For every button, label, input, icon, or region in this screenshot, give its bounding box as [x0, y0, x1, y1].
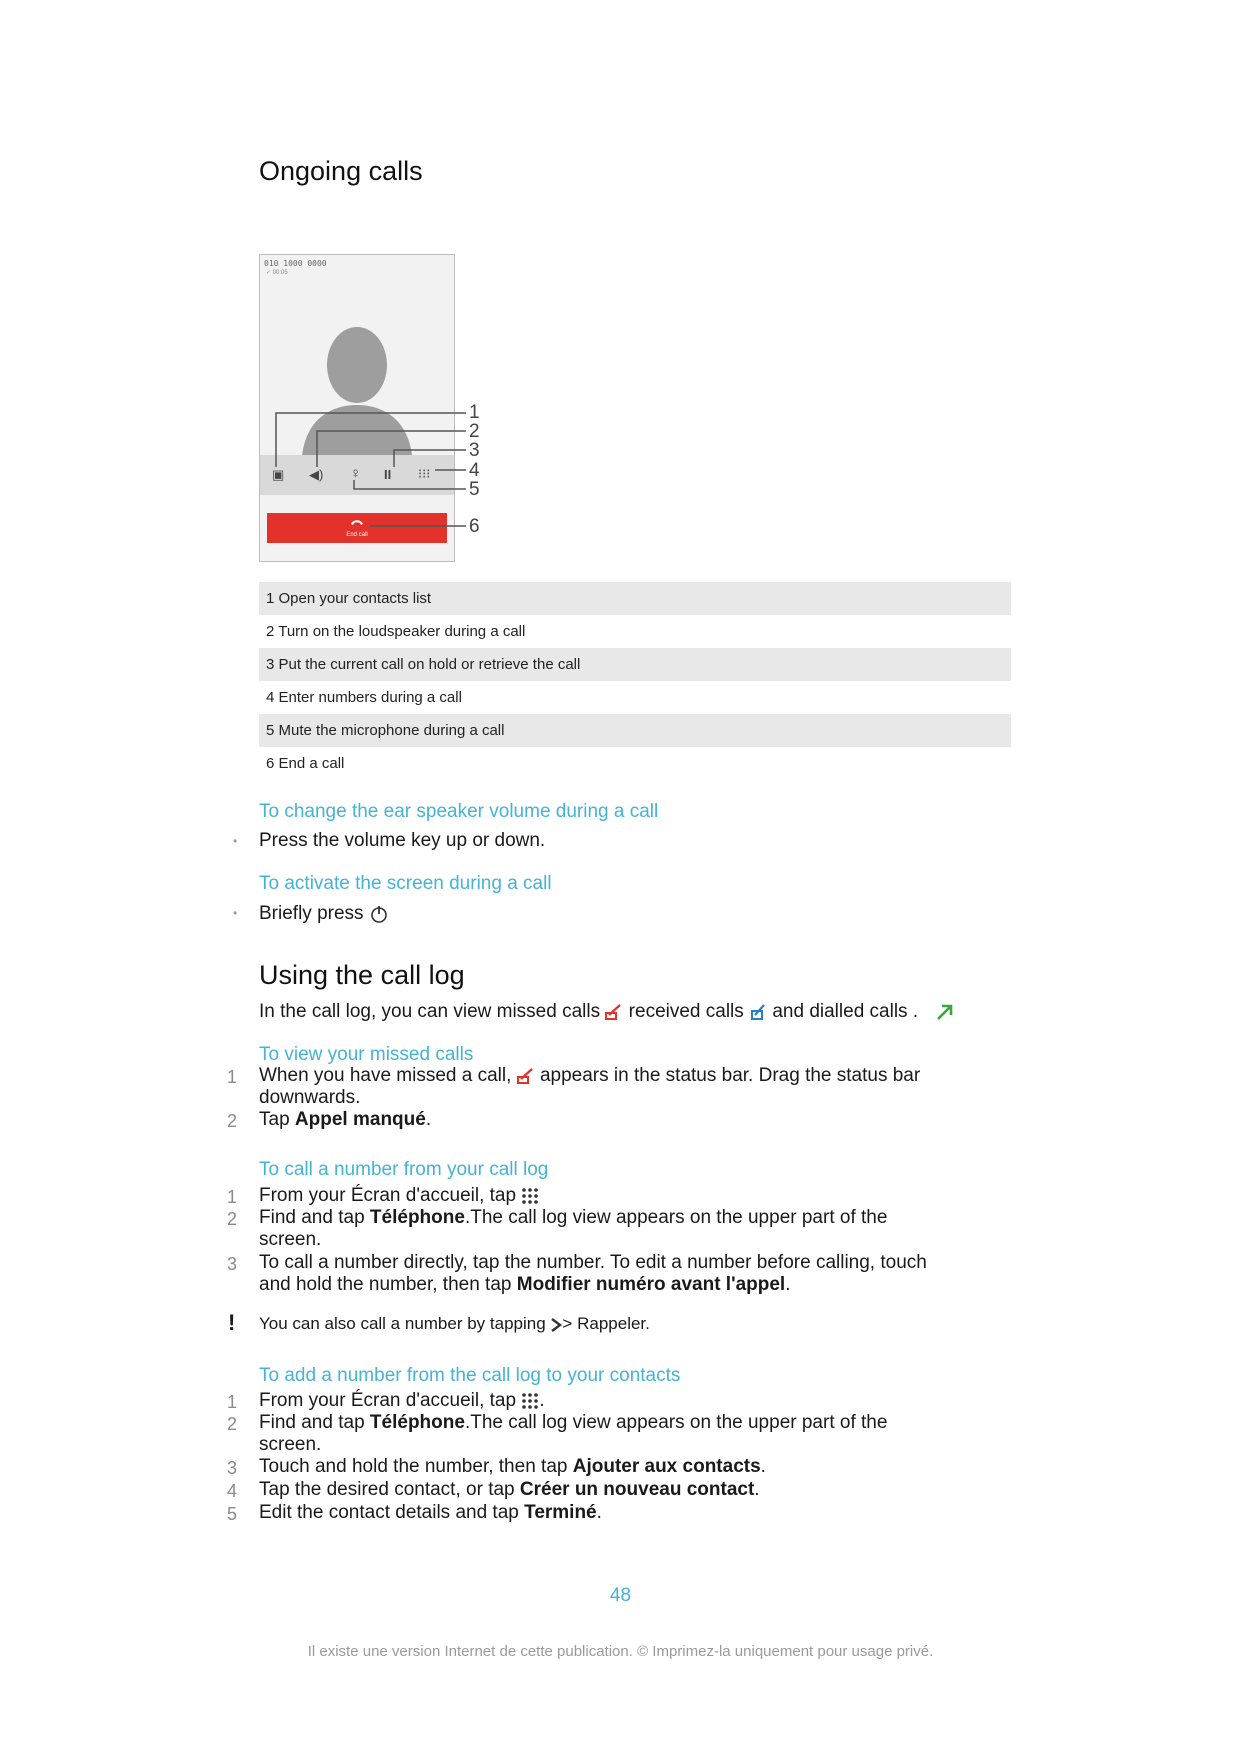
chevron-right-icon: [550, 1317, 562, 1333]
step-text: downwards.: [259, 1087, 361, 1108]
call-tip-note: [259, 1314, 650, 1334]
ui-term: Modifier numéro avant l'appel: [516, 1274, 786, 1295]
speaker-icon: ◀︎): [309, 467, 324, 482]
view-missed-step-1: [259, 1065, 920, 1109]
figure-legend-table: [259, 582, 1011, 780]
ui-term: Ajouter aux contacts: [572, 1456, 761, 1477]
callout-1: 1: [469, 402, 480, 423]
step-number: 1: [227, 1067, 238, 1087]
missed-call-icon: [605, 1003, 623, 1021]
page-number: 48: [609, 1585, 632, 1606]
callout-2: 2: [469, 421, 480, 442]
call-from-log-step-2: [259, 1207, 887, 1251]
callout-5: 5: [469, 479, 480, 500]
call-from-log-step-3: [259, 1252, 927, 1296]
step-text: Tap: [259, 1109, 290, 1130]
callout-4: 4: [469, 460, 480, 481]
step-number: 2: [227, 1414, 238, 1434]
step-number: 1: [227, 1187, 238, 1207]
legend-row: 5 Mute the microphone during a call: [259, 714, 1011, 747]
step-text: .: [539, 1390, 545, 1411]
step-text: screen.: [259, 1229, 322, 1250]
add-contact-step-4: [259, 1479, 760, 1501]
step-text: .: [596, 1502, 602, 1523]
call-log-intro: [259, 1001, 955, 1023]
legend-row: 1 Open your contacts list: [259, 582, 1011, 615]
ui-term: Téléphone: [369, 1412, 465, 1433]
call-duration: ✓ 00:05: [266, 270, 288, 276]
apps-grid-icon: [521, 1187, 539, 1205]
step-text: .: [760, 1456, 766, 1477]
step-text: .: [425, 1109, 432, 1130]
subheading-add-contact: To add a number from the call log to your contacts: [259, 1365, 681, 1386]
step-text: .The call log view appears on the upper part of the: [464, 1412, 888, 1433]
add-contact-step-3: [259, 1456, 766, 1478]
dialled-call-icon: [935, 1003, 955, 1021]
contacts-icon: ▣: [272, 467, 285, 482]
step-text: Touch and hold the number, then tap: [259, 1456, 568, 1477]
view-missed-step-2: [259, 1109, 431, 1131]
step-text: .: [754, 1479, 760, 1500]
legend-row: 6 End a call: [266, 755, 345, 772]
intro-text-3: and dialled calls: [772, 1001, 908, 1022]
hold-icon: II: [384, 467, 392, 482]
subheading-activate-screen: To activate the screen during a call: [259, 873, 552, 894]
step-number: 2: [227, 1111, 238, 1131]
legend-row: 3 Put the current call on hold or retrieve the call: [259, 648, 1011, 681]
received-call-icon: [749, 1003, 767, 1021]
callout-3: 3: [469, 440, 480, 461]
legend-row: 4 Enter numbers during a call: [266, 689, 462, 706]
step-number: 3: [227, 1458, 238, 1478]
callout-lines: [270, 402, 480, 535]
activate-screen-text: Briefly press: [259, 903, 364, 924]
step-text: Find and tap: [259, 1412, 365, 1433]
step-text: From your Écran d'accueil, tap: [259, 1185, 517, 1206]
bullet: •: [233, 906, 238, 920]
step-text: appears in the status bar. Drag the status bar: [539, 1065, 921, 1086]
step-text: Tap the desired contact, or tap: [259, 1479, 515, 1500]
intro-text-2: received calls: [628, 1001, 744, 1022]
add-contact-step-2: [259, 1412, 887, 1456]
ui-term: Terminé: [524, 1502, 597, 1523]
step-number: 2: [227, 1209, 238, 1229]
ui-term: Appel manqué: [294, 1109, 426, 1130]
activate-screen-step: [259, 903, 389, 925]
step-text: Find and tap: [259, 1207, 365, 1228]
section-heading-call-log: Using the call log: [259, 960, 465, 990]
apps-grid-icon: [521, 1392, 539, 1410]
step-text: Edit the contact details and tap: [259, 1502, 519, 1523]
warning-icon: !: [228, 1310, 236, 1335]
phone-number: 010 1000 0000: [264, 259, 327, 268]
step-number: 4: [227, 1481, 238, 1501]
note-text: You can also call a number by tapping: [259, 1314, 546, 1333]
section-heading-ongoing-calls: Ongoing calls: [259, 156, 423, 186]
intro-text-1: In the call log, you can view missed calls: [259, 1001, 601, 1022]
step-number: 5: [227, 1504, 238, 1524]
footer-note: Il existe une version Internet de cette publication. © Imprimez-la uniquement pour usage privé.: [307, 1643, 934, 1660]
ear-volume-step: Press the volume key up or down.: [259, 830, 546, 851]
dialpad-icon: ⁝⁝⁝: [418, 466, 431, 481]
step-text: To call a number directly, tap the number. To edit a number before calling, touch: [259, 1252, 927, 1273]
subheading-view-missed: To view your missed calls: [259, 1044, 474, 1065]
mute-microphone-icon: ♀: [350, 465, 362, 482]
step-number: 1: [227, 1392, 238, 1412]
add-contact-step-1: [259, 1390, 545, 1412]
power-key-icon: [369, 904, 389, 924]
ui-term: Rappeler: [577, 1314, 646, 1333]
subheading-call-from-log: To call a number from your call log: [259, 1159, 549, 1180]
subheading-ear-volume: To change the ear speaker volume during a call: [259, 801, 659, 822]
step-text: .: [785, 1274, 791, 1295]
missed-call-icon: [517, 1067, 535, 1085]
legend-row: 2 Turn on the loudspeaker during a call: [266, 623, 526, 640]
step-text: When you have missed a call,: [259, 1065, 512, 1086]
intro-text-4: .: [912, 1001, 919, 1022]
add-contact-step-5: [259, 1502, 602, 1524]
ui-term: Créer un nouveau contact: [519, 1479, 755, 1500]
end-call-label: End call: [346, 532, 368, 538]
step-number: 3: [227, 1254, 238, 1274]
bullet: •: [233, 834, 238, 848]
step-text: From your Écran d'accueil, tap: [259, 1390, 517, 1411]
note-text: .: [645, 1314, 650, 1333]
call-from-log-step-1: [259, 1185, 539, 1207]
step-text: .The call log view appears on the upper part of the: [464, 1207, 888, 1228]
ui-term: Téléphone: [369, 1207, 465, 1228]
step-text: and hold the number, then tap: [259, 1274, 512, 1295]
note-text: >: [562, 1314, 573, 1333]
callout-6: 6: [469, 516, 480, 537]
step-text: screen.: [259, 1434, 322, 1455]
